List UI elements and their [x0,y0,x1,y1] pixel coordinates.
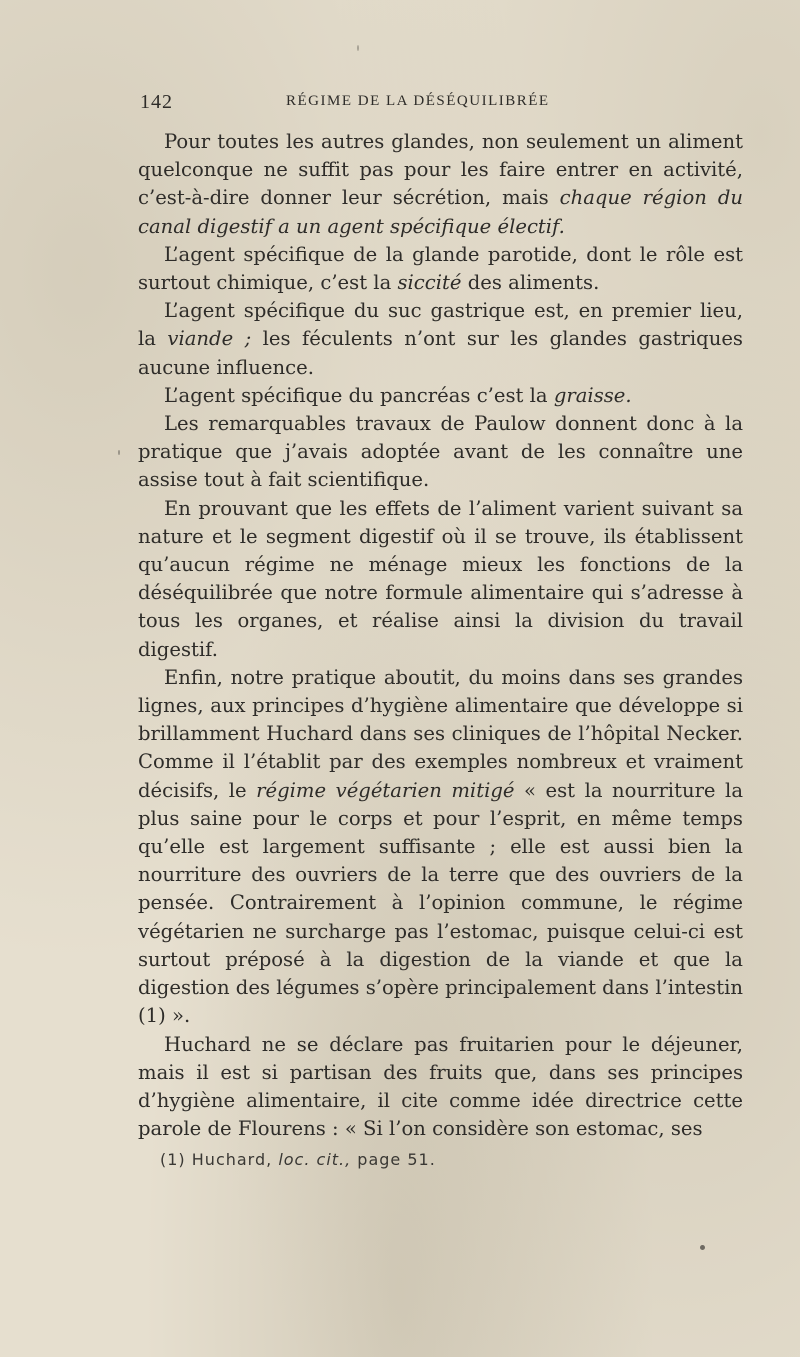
paper-speck [700,1245,705,1250]
page-number: 142 [140,91,173,113]
paragraph: L’agent spécifique de la glande parotide, dont le rôle est surtout chimique, c’est la siccité des aliments. [138,242,743,295]
running-head [140,91,740,115]
paper-speck [357,45,359,51]
paragraph: L’agent spécifique du suc gastrique est, en premier lieu, la viande ; les féculents n’ont sur les glandes gastriques aucune influence. [138,299,743,379]
running-title: RÉGIME DE LA DÉSÉQUILIBRÉE [286,93,550,109]
paragraph: En prouvant que les effets de l’aliment varient suivant sa nature et le segment digestif où il se trouve, ils établissent qu’aucun régime ne ménage mieux les fonctions de la déséquilibrée que notre formule alimentaire qui s’adresse à tous les organes, et réalise ainsi la division du travail digestif. [138,496,743,661]
paragraph: L’agent spécifique du pancréas c’est la graisse. [164,383,632,407]
emphasis: siccité [397,271,462,295]
paragraph: Pour toutes les autres glandes, non seulement un aliment quelconque ne suffit pas pour les faire entrer en activité, c’est-à-dire donner leur sécrétion, mais chaque région du canal digestif a un agent spécifique électif. [138,130,743,238]
paragraph: Enfin, notre pratique aboutit, du moins dans ses grandes lignes, aux principes d’hygiène alimentaire que développe si brillamment Huchard dans ses cliniques de l’hôpital Necker. Comme il l’établit par des exemples nombreux et vraiment décisifs, le régime végétarien mitigé « est la nourriture la plus saine pour le corps et pour l’esprit, en même temps qu’elle est largement suffisante ; elle est aussi bien la nourriture des ouvriers de la terre que des ouvriers de la pensée. Contrairement à l’opinion commune, le régime végétarien ne surcharge pas l’estomac, puisque celui-ci est surtout préposé à la digestion de la viande et que la digestion des légumes s’opère principalement dans l’intestin (1) ». [138,665,743,1028]
paragraph: Huchard ne se déclare pas fruitarien pour le déjeuner, mais il est si partisan des fruits que, dans ses principes d’hygiène alimentaire, il cite comme idée directrice cette parole de Flourens : « Si l’on considère son estomac, ses [138,1032,743,1141]
footnote-ref: loc. cit., [278,1150,352,1169]
footnote-marker: (1) [160,1150,186,1169]
emphasis: chaque région du canal digestif a un agent spécifique électif. [138,186,743,238]
footnote-page: page 51. [357,1150,436,1169]
footnote [160,1150,436,1169]
paragraph: Les remarquables travaux de Paulow donnent donc à la pratique que j’avais adoptée avant de les connaître une assise tout à fait scientifique. [138,412,743,492]
paper-speck [118,450,120,455]
emphasis: viande ; [167,327,252,351]
body-text [138,128,743,1143]
footnote-author: Huchard, [191,1150,273,1169]
emphasis: régime végétarien mitigé [256,778,515,802]
emphasis: graisse. [553,383,632,407]
